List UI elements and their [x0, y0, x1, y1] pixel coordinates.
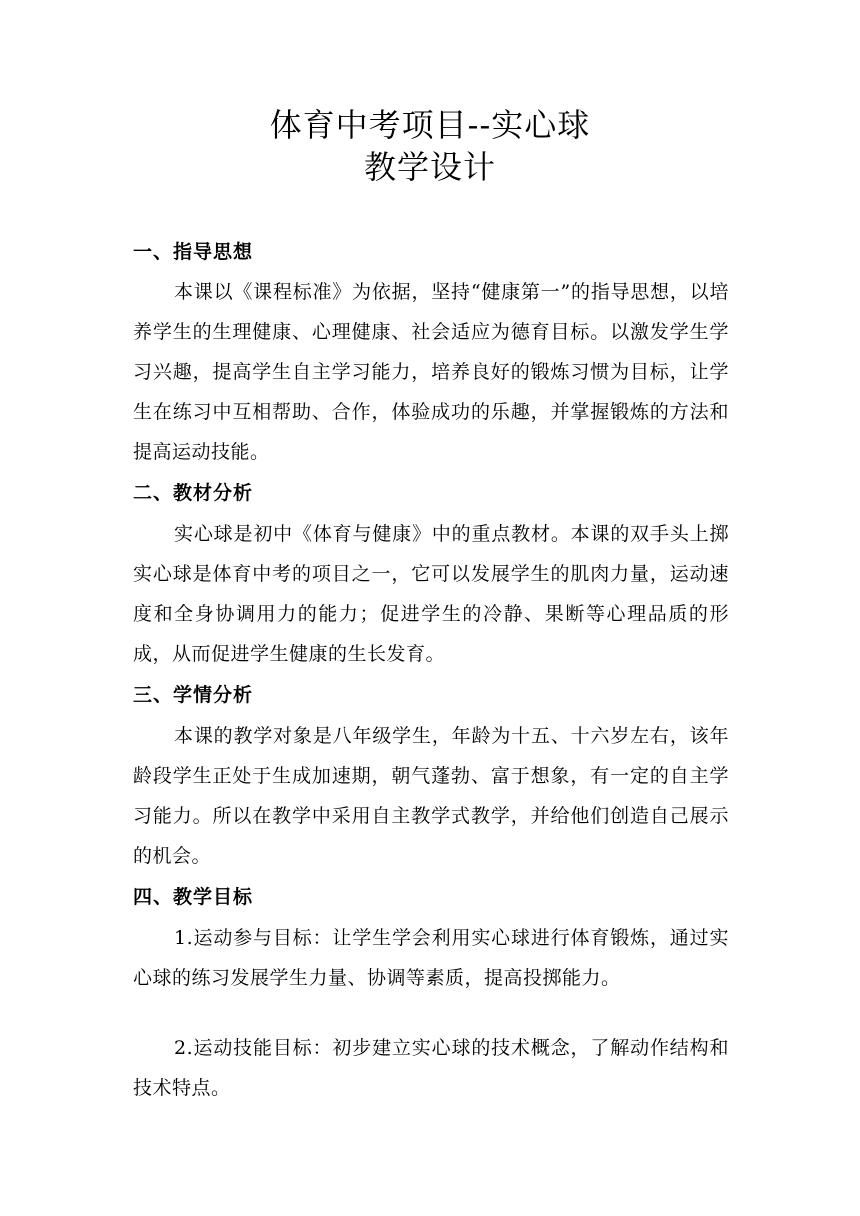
section-heading-material-analysis: 二、教材分析 — [133, 482, 254, 504]
section-paragraph-material-analysis: 实心球是初中《体育与健康》中的重点教材。本课的双手头上掷实心球是体育中考的项目之一，它可以发展学生的肌肉力量，运动速度和全身协调用力的能力；促进学生的冷静、果断等心理品质的形成，从而促进学生健康的生长发育。 — [133, 523, 729, 665]
objective-item-participation: 1.运动参与目标：让学生学会利用实心球进行体育锻炼，通过实心球的练习发展学生力量、协调等素质，提高投掷能力。 — [133, 927, 729, 989]
document-title-line1: 体育中考项目--实心球 — [269, 106, 591, 144]
objective-item-skills: 2.运动技能目标：初步建立实心球的技术概念，了解动作结构和技术特点。 — [133, 1037, 729, 1099]
section-paragraph-student-analysis: 本课的教学对象是八年级学生，年龄为十五、十六岁左右，该年龄段学生正处于生成加速期，朝气蓬勃、富于想象，有一定的自主学习能力。所以在教学中采用自主教学式教学，并给他们创造自己展示的机会。 — [133, 725, 729, 867]
section-heading-guiding-ideology: 一、指导思想 — [133, 241, 254, 263]
document-title-line2: 教学设计 — [363, 148, 496, 186]
section-paragraph-guiding-ideology: 本课以《课程标准》为依据，坚持“健康第一”的指导思想，以培养学生的生理健康、心理健康、社会适应为德育目标。以激发学生学习兴趣，提高学生自主学习能力，培养良好的锻炼习惯为目标，让学生在练习中互相帮助、合作，体验成功的乐趣，并掌握锻炼的方法和提高运动技能。 — [133, 281, 729, 463]
section-heading-student-analysis: 三、学情分析 — [133, 684, 254, 706]
section-heading-teaching-objectives: 四、教学目标 — [133, 886, 254, 908]
